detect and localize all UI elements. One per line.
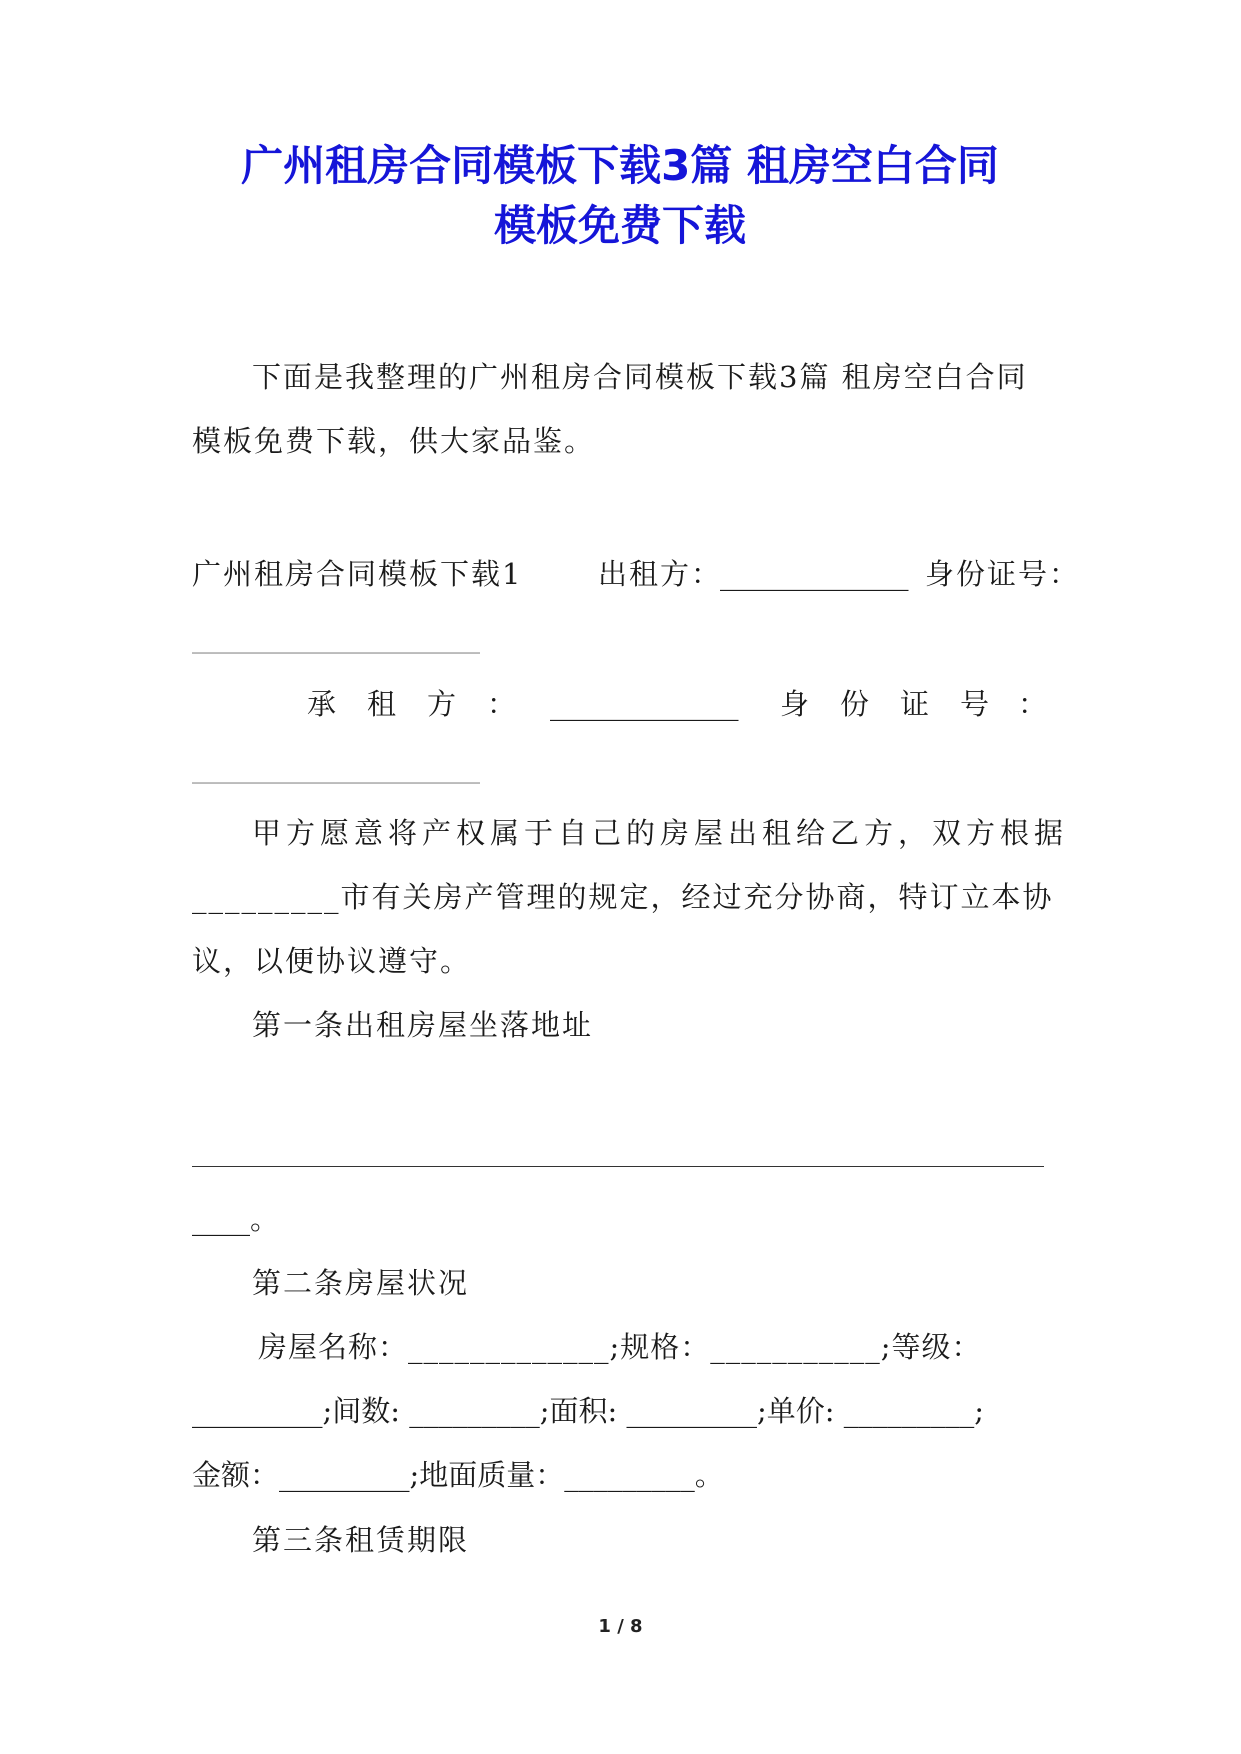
lessee-label-char: 租 — [367, 687, 397, 721]
article-1-title: 第一条出租房屋坐落地址 — [252, 1008, 594, 1042]
lessee-name-blank: _____________ — [550, 687, 739, 721]
lessee-label-char: 方 — [427, 687, 457, 721]
contract-heading: 广州租房合同模板下载1 — [192, 557, 523, 591]
article-2-title: 第二条房屋状况 — [252, 1266, 470, 1300]
lessor-id-blank: ________________________ — [192, 626, 480, 654]
lessee-id-char: 份 — [840, 687, 870, 721]
document-title-line-2: 模板免费下载 — [493, 201, 746, 250]
article-2-line-3: 金额：_________;地面质量：_________。 — [192, 1458, 724, 1492]
address-blank-line — [192, 1166, 1044, 1167]
intro-line-2: 模板免费下载，供大家品鉴。 — [192, 424, 596, 458]
intro-line-1: 下面是我整理的广州租房合同模板下载3篇 租房空白合同 — [252, 360, 1028, 394]
lessee-id-char: 证 — [900, 687, 930, 721]
lessee-id-char: ： — [1018, 687, 1048, 721]
lessor-label: 出租方： — [598, 557, 723, 591]
agreement-para-line-3: 议，以便协议遵守。 — [192, 944, 472, 978]
lessee-label-char: ： — [487, 687, 517, 721]
lessee-id-char: 号 — [960, 687, 990, 721]
document-title-line-1: 广州租房合同模板下载3篇 租房空白合同 — [241, 141, 999, 190]
lessor-name-blank: _____________ — [720, 557, 909, 591]
lessor-id-label: 身份证号： — [925, 557, 1081, 591]
article-2-line-2: _________;间数: _________;面积: _________;单价: _________; — [192, 1394, 985, 1428]
lessee-label-char: 承 — [307, 687, 337, 721]
article-3-title: 第三条租赁期限 — [252, 1523, 470, 1557]
agreement-para-line-1: 甲方愿意将产权属于自己的房屋出租给乙方，双方根据 — [252, 816, 1069, 850]
lessee-id-blank: ________________________ — [192, 756, 480, 784]
lessee-id-char: 身 — [780, 687, 810, 721]
address-blank-end: ____。 — [192, 1202, 280, 1236]
page-number: 1 / 8 — [598, 1616, 643, 1637]
article-2-line-1: 房屋名称：_____________;规格：___________;等级： — [258, 1330, 982, 1364]
agreement-para-line-2: _________市有关房产管理的规定，经过充分协商，特订立本协 — [192, 880, 1054, 914]
